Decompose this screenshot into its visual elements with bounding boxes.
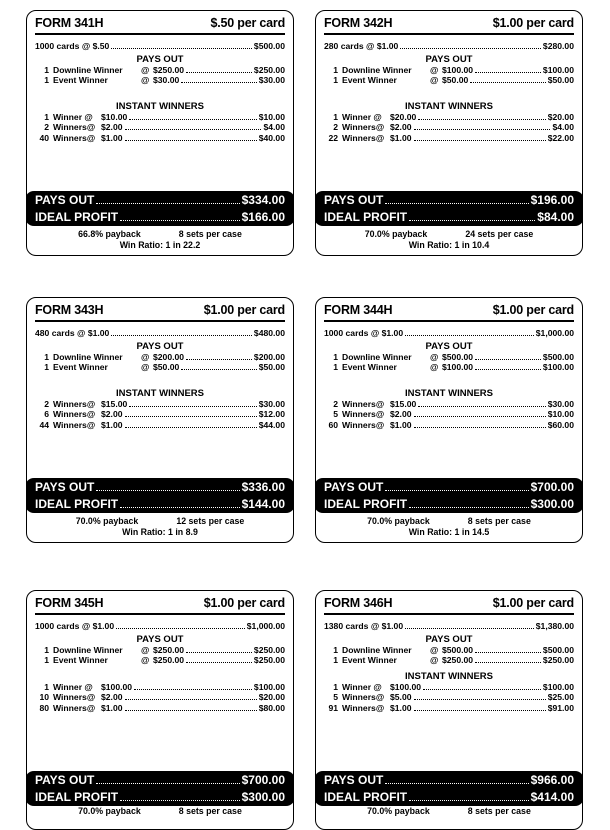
payout-bar (26, 191, 294, 226)
instant-row: 2 Winners@ $2.00 $4.00 (44, 122, 285, 132)
pays-row: 1 Event Winner @ $250.00 $250.00 (44, 655, 285, 665)
card-price: $1.00 per card (492, 303, 574, 317)
card-price: $.50 per card (210, 16, 285, 30)
dot-leader (414, 699, 546, 700)
dot-leader (414, 710, 546, 711)
pays-row: 1 Event Winner @ $30.00 $30.00 (44, 75, 285, 85)
dot-leader (414, 427, 546, 428)
instant-row: 1 Winner @ $100.00 $100.00 (44, 681, 285, 692)
sets-per-case: 8 sets per case (178, 806, 242, 816)
card-header (324, 303, 574, 322)
dot-leader (475, 359, 541, 360)
dot-leader (120, 507, 239, 508)
instant-winners-title: INSTANT WINNERS (116, 100, 204, 112)
payback: 70.0% payback (364, 229, 428, 239)
dot-leader (111, 48, 252, 49)
pays-out-title: PAYS OUT (425, 340, 473, 352)
dot-leader (120, 220, 239, 221)
pays-row: 1 Downline Winner @ $250.00 $250.00 (44, 644, 285, 655)
pays-out-total: PAYS OUT $196.00 (324, 193, 574, 207)
card-header (324, 596, 574, 615)
dot-leader (96, 490, 239, 491)
ideal-profit-total: IDEAL PROFIT $84.00 (324, 210, 574, 224)
dot-leader (129, 119, 256, 120)
instant-row: 6 Winners@ $2.00 $12.00 (44, 409, 285, 419)
cards-count-line: 1380 cards @ $1.00 $1,380.00 (324, 621, 574, 631)
card-header (35, 16, 285, 35)
instant-row: 60 Winners@ $1.00 $60.00 (328, 419, 574, 430)
form-card (315, 297, 583, 543)
dot-leader (475, 72, 541, 73)
win-ratio: Win Ratio: 1 in 10.4 (408, 240, 490, 250)
pays-out-title: PAYS OUT (136, 633, 184, 645)
instant-winners-title: INSTANT WINNERS (405, 100, 493, 112)
form-card (315, 10, 583, 256)
dot-leader (186, 662, 252, 663)
sets-per-case: 24 sets per case (465, 229, 534, 239)
ideal-profit-total: IDEAL PROFIT $300.00 (35, 790, 285, 804)
pays-out-title: PAYS OUT (136, 340, 184, 352)
pays-row: 1 Downline Winner @ $500.00 $500.00 (333, 644, 574, 655)
ideal-profit-total: IDEAL PROFIT $300.00 (324, 497, 574, 511)
sets-per-case: 8 sets per case (467, 806, 531, 816)
dot-leader (414, 140, 546, 141)
dot-leader (405, 628, 534, 629)
dot-leader (134, 689, 252, 690)
dot-leader (96, 203, 239, 204)
dot-leader (96, 783, 239, 784)
dot-leader (409, 800, 528, 801)
dot-leader (470, 82, 545, 83)
cards-count-line: 480 cards @ $1.00 $480.00 (35, 328, 285, 338)
sets-per-case: 8 sets per case (467, 516, 531, 526)
dot-leader (181, 82, 256, 83)
instant-row: 2 Winners@ $2.00 $4.00 (333, 122, 574, 132)
dot-leader (120, 800, 239, 801)
pays-row: 1 Event Winner @ $250.00 $250.00 (333, 655, 574, 665)
card-footer (316, 516, 582, 538)
dot-leader (125, 710, 257, 711)
dot-leader (475, 662, 541, 663)
sets-per-case: 8 sets per case (178, 229, 242, 239)
instant-row: 1 Winner @ $100.00 $100.00 (333, 681, 574, 692)
dot-leader (125, 427, 257, 428)
payout-bar (26, 771, 294, 806)
dot-leader (111, 335, 252, 336)
ideal-profit-total: IDEAL PROFIT $166.00 (35, 210, 285, 224)
form-card (26, 590, 294, 830)
instant-row: 22 Winners@ $1.00 $22.00 (328, 132, 574, 143)
card-price: $1.00 per card (492, 16, 574, 30)
payout-bar (26, 478, 294, 513)
dot-leader (475, 369, 541, 370)
pays-out-total: PAYS OUT $336.00 (35, 480, 285, 494)
form-number: FORM 343H (35, 303, 104, 317)
dot-leader (129, 406, 256, 407)
dot-leader (405, 335, 534, 336)
card-price: $1.00 per card (203, 596, 285, 610)
dot-leader (116, 628, 245, 629)
card-footer (316, 806, 582, 817)
payback: 70.0% payback (367, 806, 430, 816)
cards-count-line: 1000 cards @ $1.00 $1,000.00 (324, 328, 574, 338)
win-ratio: Win Ratio: 1 in 8.9 (122, 527, 198, 537)
pays-row: 1 Downline Winner @ $100.00 $100.00 (333, 64, 574, 75)
dot-leader (418, 119, 545, 120)
form-number: FORM 344H (324, 303, 393, 317)
instant-row: 44 Winners@ $1.00 $44.00 (39, 419, 285, 430)
instant-winners-title: INSTANT WINNERS (116, 387, 204, 399)
dot-leader (475, 652, 541, 653)
pays-out-total: PAYS OUT $700.00 (324, 480, 574, 494)
dot-leader (414, 129, 551, 130)
card-footer (27, 229, 293, 251)
ideal-profit-total: IDEAL PROFIT $414.00 (324, 790, 574, 804)
sets-per-case: 12 sets per case (176, 516, 245, 526)
dot-leader (125, 416, 257, 417)
pays-row: 1 Event Winner @ $50.00 $50.00 (44, 362, 285, 372)
instant-row: 91 Winners@ $1.00 $91.00 (328, 702, 574, 713)
dot-leader (181, 369, 256, 370)
pays-out-title: PAYS OUT (136, 53, 184, 65)
dot-leader (409, 507, 528, 508)
dot-leader (385, 490, 528, 491)
card-header (35, 596, 285, 615)
pays-row: 1 Downline Winner @ $500.00 $500.00 (333, 351, 574, 362)
card-footer (27, 806, 293, 817)
pays-row: 1 Event Winner @ $100.00 $100.00 (333, 362, 574, 372)
form-card (26, 297, 294, 543)
dot-leader (186, 72, 252, 73)
cards-count-line: 280 cards @ $1.00 $280.00 (324, 41, 574, 51)
form-number: FORM 341H (35, 16, 104, 30)
card-price: $1.00 per card (492, 596, 574, 610)
card-footer (27, 516, 293, 538)
instant-row: 2 Winners@ $15.00 $30.00 (333, 398, 574, 409)
dot-leader (125, 140, 257, 141)
pays-out-total: PAYS OUT $700.00 (35, 773, 285, 787)
dot-leader (400, 48, 541, 49)
dot-leader (423, 689, 541, 690)
pays-row: 1 Downline Winner @ $200.00 $200.00 (44, 351, 285, 362)
instant-row: 80 Winners@ $1.00 $80.00 (39, 702, 285, 713)
instant-row: 1 Winner @ $20.00 $20.00 (333, 111, 574, 122)
dot-leader (414, 416, 546, 417)
cards-count-line: 1000 cards @ $1.00 $1,000.00 (35, 621, 285, 631)
instant-row: 5 Winners@ $5.00 $25.00 (333, 692, 574, 702)
instant-winners-title: INSTANT WINNERS (405, 387, 493, 399)
win-ratio: Win Ratio: 1 in 22.2 (119, 240, 201, 250)
card-header (35, 303, 285, 322)
form-number: FORM 346H (324, 596, 393, 610)
card-footer (316, 229, 582, 251)
pays-out-total: PAYS OUT $334.00 (35, 193, 285, 207)
pays-row: 1 Event Winner @ $50.00 $50.00 (333, 75, 574, 85)
payout-bar (315, 478, 583, 513)
dot-leader (385, 203, 528, 204)
payback: 66.8% payback (78, 229, 141, 239)
card-price: $1.00 per card (203, 303, 285, 317)
pays-out-title: PAYS OUT (425, 633, 473, 645)
instant-row: 1 Winner @ $10.00 $10.00 (44, 111, 285, 122)
payout-bar (315, 771, 583, 806)
card-header (324, 16, 574, 35)
dot-leader (186, 359, 252, 360)
instant-row: 10 Winners@ $2.00 $20.00 (39, 692, 285, 702)
pays-row: 1 Downline Winner @ $250.00 $250.00 (44, 64, 285, 75)
instant-row: 2 Winners@ $15.00 $30.00 (44, 398, 285, 409)
cards-count-line: 1000 cards @ $.50 $500.00 (35, 41, 285, 51)
instant-row: 5 Winners@ $2.00 $10.00 (333, 409, 574, 419)
form-card (315, 590, 583, 830)
dot-leader (409, 220, 535, 221)
instant-winners-title: INSTANT WINNERS (405, 670, 493, 682)
dot-leader (418, 406, 545, 407)
win-ratio: Win Ratio: 1 in 14.5 (408, 527, 490, 537)
dot-leader (186, 652, 252, 653)
form-number: FORM 342H (324, 16, 393, 30)
pays-out-title: PAYS OUT (425, 53, 473, 65)
payback: 70.0% payback (75, 516, 139, 526)
payback: 70.0% payback (367, 516, 430, 526)
payback: 70.0% payback (78, 806, 141, 816)
form-number: FORM 345H (35, 596, 104, 610)
dot-leader (125, 699, 257, 700)
dot-leader (125, 129, 262, 130)
pays-out-total: PAYS OUT $966.00 (324, 773, 574, 787)
ideal-profit-total: IDEAL PROFIT $144.00 (35, 497, 285, 511)
payout-bar (315, 191, 583, 226)
dot-leader (385, 783, 528, 784)
instant-row: 40 Winners@ $1.00 $40.00 (39, 132, 285, 143)
form-card (26, 10, 294, 256)
